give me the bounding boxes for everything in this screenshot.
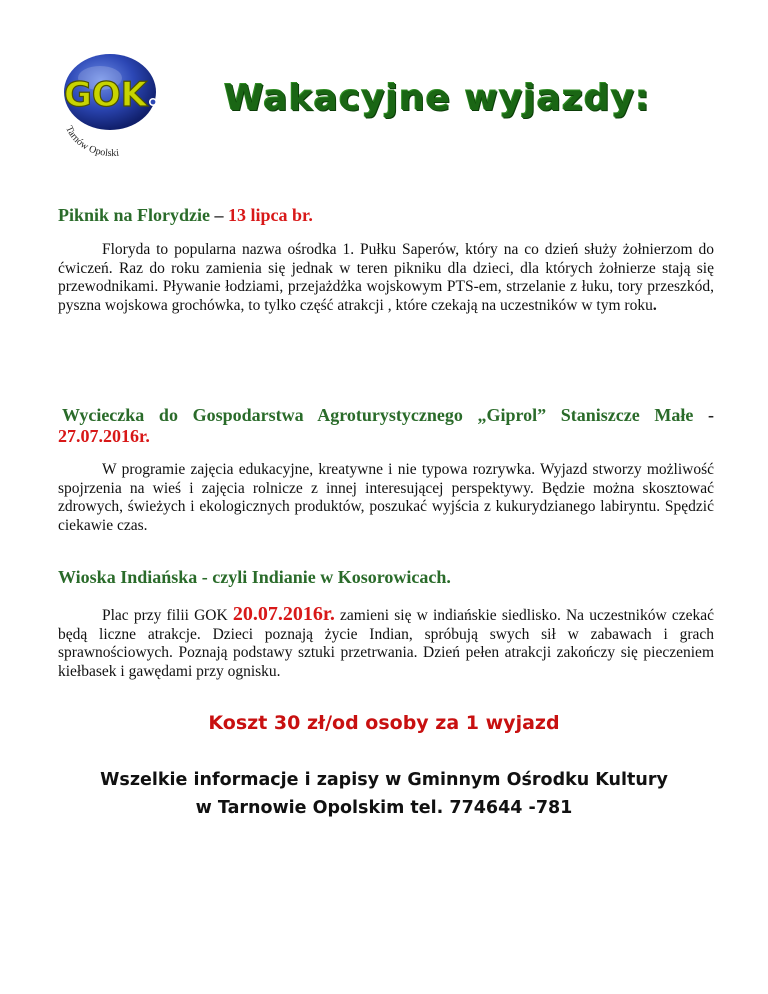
body-text-start: Plac przy filii GOK	[102, 607, 233, 624]
section-body	[58, 241, 714, 315]
section-wioska	[58, 567, 714, 681]
heading-text: Wycieczka do Gospodarstwa Agroturystycznego „Giprol” Staniszcze Małe	[62, 405, 694, 425]
contact-line-1: Wszelkie informacje i zapisy w Gminnym Ośrodku Kultury	[100, 770, 668, 790]
section-heading	[58, 205, 714, 226]
section-body	[58, 461, 714, 535]
heading-text: Piknik na Florydzie	[58, 205, 211, 225]
event-date: 13 lipca br.	[228, 205, 313, 225]
heading-dash: –	[210, 205, 229, 225]
heading-dash: -	[693, 405, 714, 425]
body-text: W programie zajęcia edukacyjne, kreatywne i nie typowa rozrywka. Wyjazd stworzy możliwość spojrzenia na wieś i zajęcia rolnicze z innej interesującej perspektywy. Będzie można skosztować zdrowych, świeżych i ekologicznych produktów, poszukać wyjścia z kukurydzianego labiryntu. Spędzić ciekawie czas.	[58, 461, 714, 534]
cost-note: Koszt 30 zł/od osoby za 1 wyjazd	[208, 712, 560, 734]
svg-text:GOK: GOK	[64, 75, 148, 115]
contact-info	[0, 766, 768, 822]
body-text-rest: zamieni się w indiańskie siedlisko. Na uczestników czekać będą liczne atrakcje. Dzieci poznają życie Indian, spróbują swych sił w zabawach i grach sprawnościowych. Poznają podstawy sztuki przetrwania. Dzień pełen atrakcji zakończy się pieczeniem kiełbasek i gawędami przy ognisku.	[58, 607, 714, 680]
section-piknik	[58, 205, 714, 315]
section-heading	[58, 405, 714, 447]
contact-line-2: w Tarnowie Opolskim tel. 774644 -781	[195, 798, 573, 818]
event-date: 27.07.2016r.	[58, 426, 150, 446]
section-giprol	[58, 405, 714, 535]
gok-logo	[52, 52, 172, 157]
body-text: Floryda to popularna nazwa ośrodka 1. Pułku Saperów, który na co dzień służy żołnierzom do ćwiczeń. Raz do roku zamienia się jednak w teren pikniku dla dzieci, dla których żołnierze stają się przewodnikami. Pływanie łodziami, przejażdżka wojskowym PTS-em, strzelanie z łuku, tory przeszkód, pyszna wojskowa grochówka, to tylko część atrakcji , które czekają na uczestników w tym roku	[58, 241, 714, 314]
body-end: .	[652, 296, 657, 314]
gok-logo-graphic	[52, 52, 172, 157]
page-title: Wakacyjne wyjazdy:	[224, 78, 651, 119]
event-date: 20.07.2016r.	[232, 603, 335, 625]
svg-text:Tarnów Opolski: Tarnów Opolski	[63, 124, 120, 157]
section-heading: Wioska Indiańska - czyli Indianie w Kosorowicach.	[58, 567, 451, 587]
section-body	[58, 605, 714, 681]
